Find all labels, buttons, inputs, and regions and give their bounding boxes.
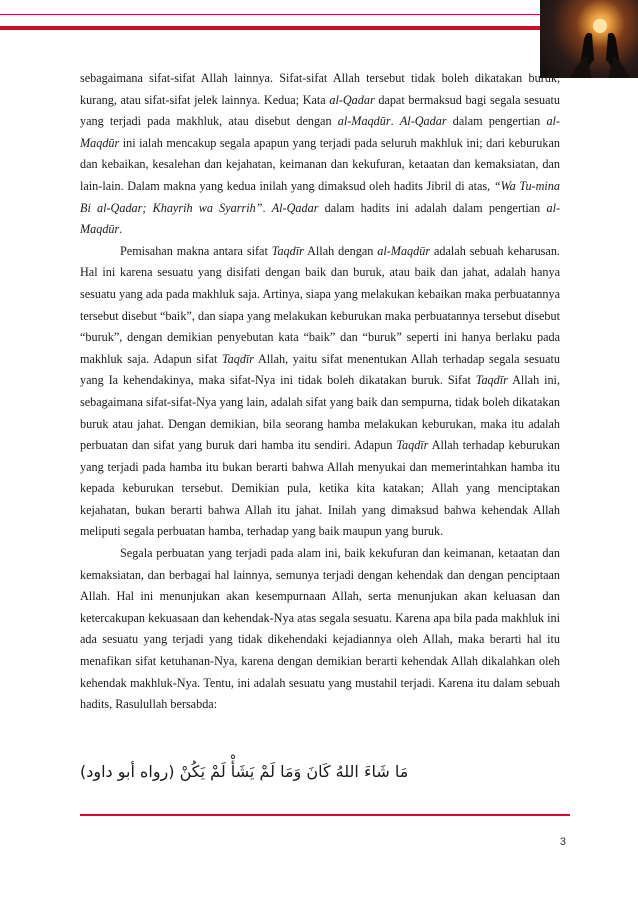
text-run: adalah sebuah keharusan. Hal ini karena sesuatu yang disifati dengan baik dan buruk, atau baik dan jahat, adalah hanya sesuatu yang ada pada makhluk saja. Artinya, siapa yang melakukan kebaikan maka perbuatannya tersebut disebut “baik”, dan siapa yang melakukan keburukan maka perbuatannya tersebut disebut “buruk”, dengan demikian penyebutan kata “baik” dan “buruk” seperti ini hanya berlaku pada makhluk saja. Adapun sifat: [80, 243, 560, 366]
italic-term: al-Qadar: [329, 92, 375, 107]
paragraph: [80, 68, 560, 241]
text-run: ini ialah mencakup segala apapun yang terjadi pada seluruh makhluk ini; dari keburukan dan kebaikan, kesalehan dan kejahatan, keimanan dan kekufuran, ketaatan dan kemaksiatan, dan lain-lain. Dalam makna yang kedua inilah yang dimaksud oleh hadits Jibril di atas,: [80, 135, 560, 193]
header-thin-rule: [0, 14, 540, 15]
text-run: dalam pengertian: [446, 114, 547, 129]
text-run: .: [119, 222, 123, 237]
italic-term: al-Maqdūr: [337, 114, 391, 129]
body-text: [80, 68, 560, 716]
italic-term: Taqdīr: [396, 438, 429, 453]
text-run: Allah terhadap keburukan yang terjadi pada hamba itu bukan berarti bahwa Allah menyukai dan memerintahkan hamba itu kepada keburukan tersebut. Demikian pula, ketika kita katakan; Allah yang menciptakan kejahatan, bukan berarti bahwa Allah itu jahat. Inilah yang dimaksud bahwa kehendak Allah meliputi segala perbuatan hamba, terhadap yang baik maupun yang buruk.: [80, 438, 560, 539]
italic-term: al-Maqdūr: [80, 114, 560, 150]
arabic-hadith-quote: مَا شَاءَ اللهُ كَانَ وَمَا لَمْ يَشَأْ لَمْ يَكُنْ (رواه أبو داود): [80, 762, 409, 781]
text-run: sebagaimana sifat-sifat Allah lainnya. Sifat-sifat Allah tersebut tidak boleh dikatakan buruk, kurang, atau sifat-sifat jelek lainnya. Kedua; Kata: [80, 71, 560, 107]
paragraph: [80, 241, 560, 543]
text-run: Pemisahan makna antara sifat: [120, 243, 272, 258]
italic-term: Al-Qadar: [271, 200, 319, 215]
italic-term: Al-Qadar: [399, 114, 447, 129]
paragraph: [80, 543, 560, 716]
italic-term: “Wa Tu-mina Bi al-Qadar; Khayrih wa Syarrih”: [80, 178, 560, 215]
text-run: Allah, yaitu sifat menentukan Allah terhadap segala sesuatu yang Ia kehendakinya, maka sifat-Nya ini tidak boleh dikatakan buruk. Sifat: [80, 351, 560, 388]
italic-term: Taqdīr: [271, 243, 304, 258]
text-run: Allah ini, sebagaimana sifat-sifat-Nya yang lain, adalah sifat yang baik dan sempurna, tidak boleh dikatakan buruk atau jahat. Dengan demikian, bila seorang hamba melakukan keburukan, maka itu adalah perbuatan dan sifat yang buruk dari hamba itu sendiri. Adapun: [80, 373, 560, 453]
text-run: Allah dengan: [303, 243, 378, 258]
italic-term: al-Maqdūr: [80, 200, 561, 237]
text-run: dapat bermaksud bagi segala sesuatu yang terjadi pada makhluk, atau disebut dengan: [80, 92, 560, 129]
italic-term: Taqdīr: [221, 351, 255, 366]
praying-hands-photo-icon: [540, 0, 638, 78]
text-run: Segala perbuatan yang terjadi pada alam ini, baik kekufuran dan keimanan, ketaatan dan kemaksiatan, dan berbagai hal lainnya, semunya terjadi dengan kehendak dan dengan penciptaan Allah. Hal ini menunjukan akan kesempurnaan Allah, serta menunjukan akan keluasan dan ketercakupan kekuasaan dan kehendak-Nya atas segala sesuatu. Karena apa bila pada makhluk ini ada sesuatu yang terjadi yang tidak dikehendaki kejadiannya oleh Allah, maka berarti hal itu menafikan sifat ketuhanan-Nya, karena dengan demikian berarti kehendak Allah dikalahkan oleh kehendak makhluk-Nya. Tentu, ini adalah sesuatu yang mustahil terjadi. Karena itu dalam sebuah hadits, Rasulullah bersabda:: [80, 546, 560, 712]
footer-rule: [80, 814, 570, 816]
text-run: .: [390, 114, 400, 129]
italic-term: Taqdīr: [475, 373, 508, 388]
text-run: dalam hadits ini adalah dalam pengertian: [318, 200, 547, 215]
page-number: 3: [559, 836, 566, 848]
text-run: .: [262, 200, 272, 215]
italic-term: al-Maqdūr: [377, 243, 431, 258]
